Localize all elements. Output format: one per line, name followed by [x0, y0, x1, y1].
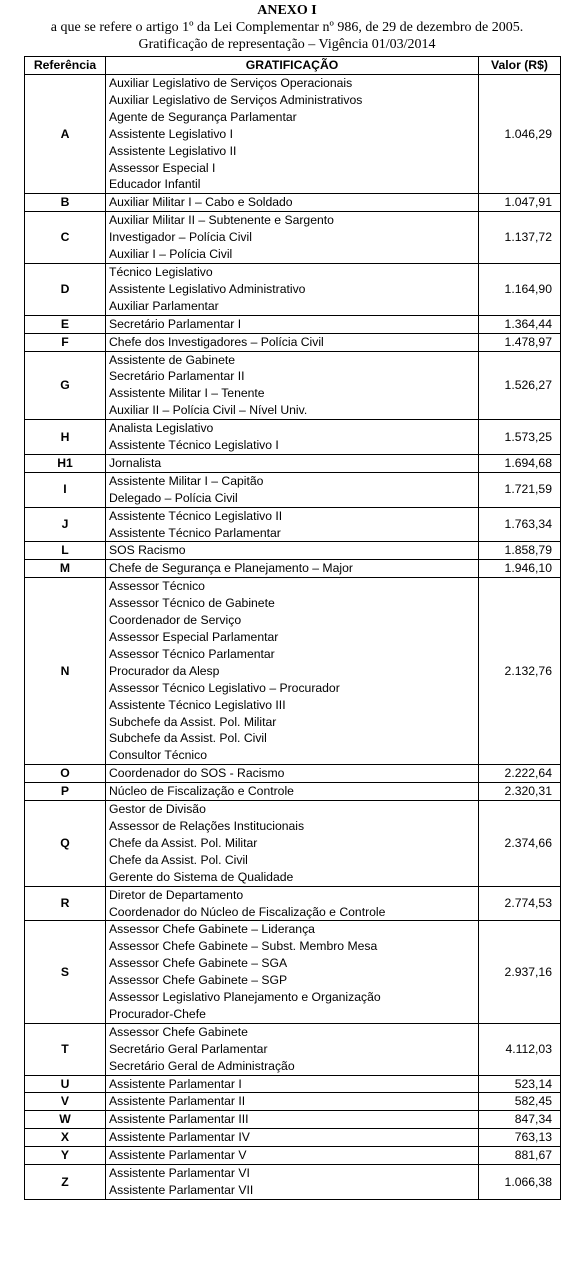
table-row: [25, 1093, 561, 1111]
table-row: [25, 1111, 561, 1129]
gratification-cell: [106, 765, 479, 783]
position-title: Chefe da Assist. Pol. Civil: [109, 852, 248, 867]
table-row: [25, 351, 561, 420]
reference-cell: N: [25, 578, 106, 765]
position-title: Assistente Parlamentar III: [109, 1112, 249, 1127]
reference-cell: F: [25, 333, 106, 351]
reference-cell: M: [25, 560, 106, 578]
position-title: Assistente Militar I – Capitão: [109, 473, 264, 488]
reference-cell: U: [25, 1075, 106, 1093]
value-cell: 2.222,64: [479, 765, 561, 783]
annex-subtitle: a que se refere o artigo 1º da Lei Complementar nº 986, de 29 de dezembro de 2005.: [50, 20, 524, 35]
reference-cell: A: [25, 75, 106, 194]
position-title: Assessor Técnico de Gabinete: [109, 596, 275, 611]
position-title: Secretário Parlamentar I: [109, 316, 242, 331]
position-title: Assistente Técnico Legislativo II: [109, 508, 283, 523]
gratification-cell: [106, 420, 479, 455]
position-title: Procurador-Chefe: [109, 1006, 206, 1021]
table-header-row: [25, 57, 561, 75]
table-row: [25, 1165, 561, 1200]
gratification-cell: [106, 542, 479, 560]
gratification-cell: [106, 333, 479, 351]
value-cell: 1.046,29: [479, 75, 561, 194]
position-title: Assessor Chefe Gabinete: [109, 1024, 248, 1039]
reference-cell: S: [25, 921, 106, 1023]
position-title: Educador Infantil: [109, 177, 201, 192]
position-title: Chefe dos Investigadores – Polícia Civil: [109, 334, 324, 349]
value-cell: 2.132,76: [479, 578, 561, 765]
gratification-cell: [106, 560, 479, 578]
gratification-cell: [106, 1093, 479, 1111]
position-title: Subchefe da Assist. Pol. Civil: [109, 731, 267, 746]
position-title: Auxiliar I – Polícia Civil: [109, 247, 233, 262]
reference-cell: E: [25, 315, 106, 333]
table-row: [25, 454, 561, 472]
gratification-cell: [106, 921, 479, 1023]
gratification-cell: [106, 472, 479, 507]
value-cell: 1.858,79: [479, 542, 561, 560]
position-title: Auxiliar Militar I – Cabo e Soldado: [109, 195, 293, 210]
document-header: [0, 0, 574, 53]
gratification-cell: [106, 351, 479, 420]
gratification-cell: [106, 801, 479, 887]
position-title: Assistente Legislativo Administrativo: [109, 281, 306, 296]
position-title: Assistente Legislativo II: [109, 143, 237, 158]
table-row: [25, 765, 561, 783]
position-title: Núcleo de Fiscalização e Controle: [109, 784, 294, 799]
position-title: Assessor Legislativo Planejamento e Organização: [109, 990, 381, 1005]
table-row: [25, 542, 561, 560]
value-cell: 4.112,03: [479, 1023, 561, 1075]
position-title: Assistente de Gabinete: [109, 352, 236, 367]
position-title: Técnico Legislativo: [109, 264, 213, 279]
column-header-reference: Referência: [25, 57, 106, 75]
gratification-cell: [106, 263, 479, 315]
table-row: [25, 194, 561, 212]
value-cell: 1.137,72: [479, 212, 561, 264]
position-title: Delegado – Polícia Civil: [109, 490, 238, 505]
gratification-cell: [106, 194, 479, 212]
reference-cell: V: [25, 1093, 106, 1111]
gratification-cell: [106, 1129, 479, 1147]
gratification-table: [24, 56, 561, 1200]
position-title: Assessor de Relações Institucionais: [109, 818, 305, 833]
table-row: [25, 886, 561, 921]
value-cell: 1.721,59: [479, 472, 561, 507]
position-title: Secretário Geral de Administração: [109, 1058, 295, 1073]
table-row: [25, 212, 561, 264]
position-title: Assistente Parlamentar II: [109, 1094, 246, 1109]
gratification-cell: [106, 1023, 479, 1075]
position-title: Assistente Técnico Legislativo I: [109, 438, 279, 453]
table-row: [25, 921, 561, 1023]
position-title: Assistente Militar I – Tenente: [109, 386, 265, 401]
position-title: Assessor Chefe Gabinete – Liderança: [109, 922, 315, 937]
reference-cell: Z: [25, 1165, 106, 1200]
position-title: Procurador da Alesp: [109, 663, 220, 678]
position-title: Assessor Chefe Gabinete – Subst. Membro Mesa: [109, 939, 378, 954]
reference-cell: Q: [25, 801, 106, 887]
reference-cell: I: [25, 472, 106, 507]
position-title: Investigador – Polícia Civil: [109, 230, 252, 245]
position-title: Secretário Geral Parlamentar: [109, 1041, 268, 1056]
reference-cell: O: [25, 765, 106, 783]
position-title: Assistente Legislativo I: [109, 126, 233, 141]
value-cell: 847,34: [479, 1111, 561, 1129]
table-row: [25, 1023, 561, 1075]
table-row: [25, 578, 561, 765]
table-row: [25, 420, 561, 455]
reference-cell: L: [25, 542, 106, 560]
position-title: Auxiliar II – Polícia Civil – Nível Univ.: [109, 403, 308, 418]
gratification-cell: [106, 212, 479, 264]
table-row: [25, 263, 561, 315]
table-row: [25, 472, 561, 507]
position-title: Assistente Parlamentar IV: [109, 1130, 250, 1145]
position-title: Subchefe da Assist. Pol. Militar: [109, 714, 277, 729]
position-title: Diretor de Departamento: [109, 887, 244, 902]
reference-cell: Y: [25, 1147, 106, 1165]
value-cell: 1.066,38: [479, 1165, 561, 1200]
reference-cell: R: [25, 886, 106, 921]
position-title: Secretário Parlamentar II: [109, 369, 245, 384]
annex-title: ANEXO I: [257, 3, 317, 18]
position-title: Agente de Segurança Parlamentar: [109, 109, 297, 124]
table-body: [25, 75, 561, 1200]
gratification-cell: [106, 1147, 479, 1165]
position-title: Consultor Técnico: [109, 748, 207, 763]
value-cell: 2.774,53: [479, 886, 561, 921]
position-title: Coordenador de Serviço: [109, 613, 242, 628]
value-cell: 1.364,44: [479, 315, 561, 333]
reference-cell: H1: [25, 454, 106, 472]
position-title: Chefe da Assist. Pol. Militar: [109, 835, 258, 850]
position-title: Analista Legislativo: [109, 421, 214, 436]
position-title: Gerente do Sistema de Qualidade: [109, 869, 294, 884]
value-cell: 1.694,68: [479, 454, 561, 472]
value-cell: 2.937,16: [479, 921, 561, 1023]
position-title: Auxiliar Parlamentar: [109, 298, 219, 313]
value-cell: 1.047,91: [479, 194, 561, 212]
reference-cell: X: [25, 1129, 106, 1147]
table-row: [25, 333, 561, 351]
value-cell: 1.763,34: [479, 507, 561, 542]
position-title: Coordenador do SOS - Racismo: [109, 766, 285, 781]
position-title: Assistente Parlamentar VII: [109, 1183, 254, 1197]
reference-cell: P: [25, 783, 106, 801]
reference-cell: B: [25, 194, 106, 212]
reference-cell: W: [25, 1111, 106, 1129]
position-title: Assessor Especial Parlamentar: [109, 630, 279, 644]
gratification-cell: [106, 1075, 479, 1093]
gratification-cell: [106, 1111, 479, 1129]
value-cell: 1.478,97: [479, 333, 561, 351]
position-title: Jornalista: [109, 455, 162, 470]
position-title: Coordenador do Núcleo de Fiscalização e Controle: [109, 904, 386, 919]
value-cell: 523,14: [479, 1075, 561, 1093]
gratification-cell: [106, 1165, 479, 1200]
value-cell: 1.573,25: [479, 420, 561, 455]
value-cell: 2.374,66: [479, 801, 561, 887]
table-row: [25, 315, 561, 333]
position-title: Auxiliar Legislativo de Serviços Operacionais: [109, 76, 353, 90]
position-title: Assessor Técnico Legislativo – Procurador: [109, 680, 340, 695]
value-cell: 881,67: [479, 1147, 561, 1165]
reference-cell: H: [25, 420, 106, 455]
gratification-cell: [106, 75, 479, 194]
gratification-cell: [106, 886, 479, 921]
position-title: Assessor Técnico Parlamentar: [109, 646, 275, 661]
position-title: Assessor Especial I: [109, 160, 216, 175]
gratification-cell: [106, 454, 479, 472]
position-title: Assistente Parlamentar V: [109, 1148, 247, 1163]
position-title: Assessor Técnico: [109, 579, 205, 594]
value-cell: 1.946,10: [479, 560, 561, 578]
value-cell: 582,45: [479, 1093, 561, 1111]
position-title: Assistente Parlamentar VI: [109, 1166, 250, 1181]
table-row: [25, 783, 561, 801]
table-row: [25, 1075, 561, 1093]
value-cell: 1.526,27: [479, 351, 561, 420]
table-row: [25, 507, 561, 542]
column-header-gratification: GRATIFICAÇÃO: [106, 57, 479, 75]
table-row: [25, 801, 561, 887]
position-title: Assistente Parlamentar I: [109, 1076, 242, 1091]
reference-cell: G: [25, 351, 106, 420]
reference-cell: D: [25, 263, 106, 315]
table-row: [25, 1147, 561, 1165]
value-cell: 2.320,31: [479, 783, 561, 801]
position-title: Assessor Chefe Gabinete – SGA: [109, 956, 288, 971]
gratification-cell: [106, 507, 479, 542]
reference-cell: T: [25, 1023, 106, 1075]
value-cell: 1.164,90: [479, 263, 561, 315]
position-title: Auxiliar Militar II – Subtenente e Sargento: [109, 213, 334, 228]
gratification-cell: [106, 315, 479, 333]
position-title: Assistente Técnico Legislativo III: [109, 697, 286, 712]
gratification-cell: [106, 783, 479, 801]
column-header-value: Valor (R$): [479, 57, 561, 75]
table-row: [25, 560, 561, 578]
position-title: Assessor Chefe Gabinete – SGP: [109, 973, 288, 988]
reference-cell: J: [25, 507, 106, 542]
position-title: Gestor de Divisão: [109, 802, 206, 817]
position-title: SOS Racismo: [109, 543, 186, 558]
position-title: Auxiliar Legislativo de Serviços Administrativos: [109, 92, 363, 107]
table-row: [25, 75, 561, 194]
reference-cell: C: [25, 212, 106, 264]
table-row: [25, 1129, 561, 1147]
annex-validity: Gratificação de representação – Vigência 01/03/2014: [138, 37, 436, 52]
value-cell: 763,13: [479, 1129, 561, 1147]
position-title: Chefe de Segurança e Planejamento – Major: [109, 561, 353, 576]
gratification-cell: [106, 578, 479, 765]
position-title: Assistente Técnico Parlamentar: [109, 525, 281, 540]
